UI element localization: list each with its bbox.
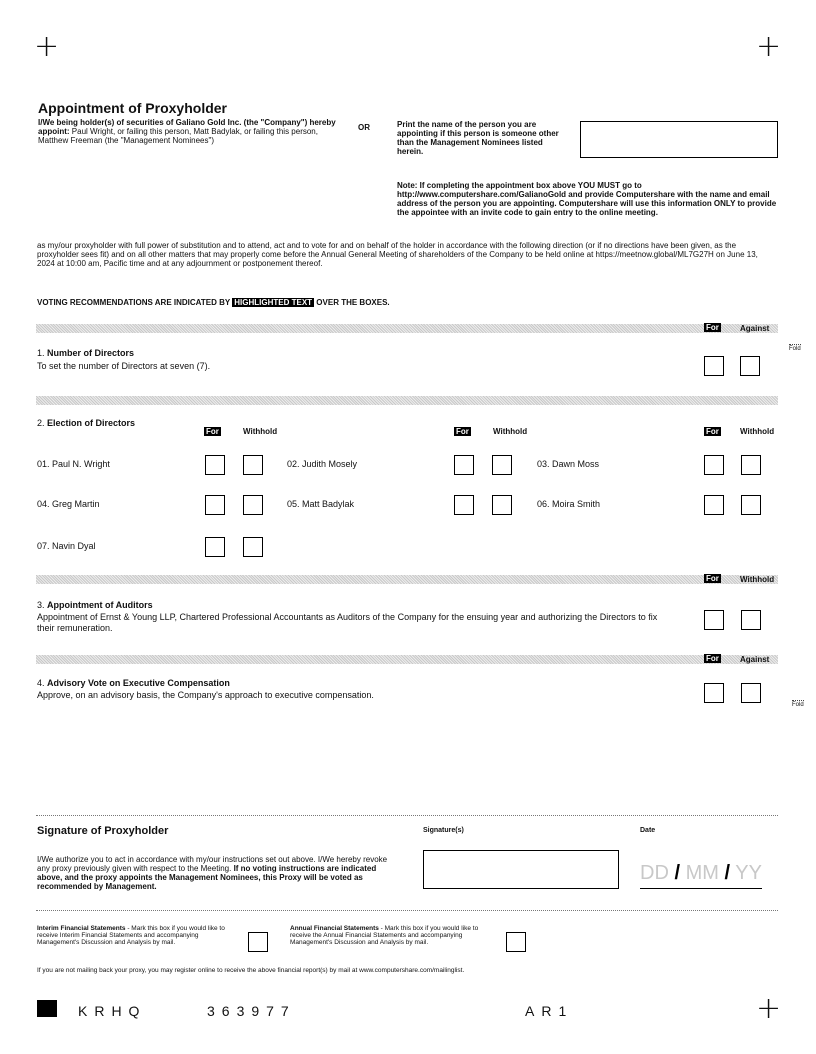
item1-title-text: Number of Directors — [47, 348, 135, 358]
section-band-4 — [36, 655, 778, 664]
item2-number: 2. — [37, 418, 45, 428]
item4-against-checkbox[interactable] — [741, 683, 761, 703]
director-02-withhold-checkbox[interactable] — [492, 455, 512, 475]
item3-title-text: Appointment of Auditors — [47, 600, 153, 610]
item1-against-checkbox[interactable] — [740, 356, 760, 376]
voting-recommendations-note — [37, 298, 390, 307]
director-06-for-checkbox[interactable] — [704, 495, 724, 515]
col2-withhold-header: Withhold — [493, 427, 528, 436]
item3-description: Appointment of Ernst & Young LLP, Chartered Professional Accountants as Auditors of the Company for the ensuing year and authorizing the Directors to fix their remuneration. — [37, 612, 658, 633]
director-05-for-checkbox[interactable] — [454, 495, 474, 515]
signature-input[interactable] — [423, 850, 619, 889]
item1-description: To set the number of Directors at seven (7). — [37, 361, 211, 371]
for-label: For — [706, 427, 719, 436]
appointment-note: Note: If completing the appointment box above YOU MUST go to http://www.computershare.com/GalianoGold and provide Computershare with the name and email address of the person you are appointing. Computershare will use this information ONLY to provide the appointee with an invite code to gain entry to the online meeting. — [397, 181, 777, 217]
item2-title — [37, 418, 135, 428]
footer-code-1: KRHQ — [78, 1003, 147, 1019]
item3-for-checkbox[interactable] — [704, 610, 724, 630]
for-label: For — [706, 574, 719, 583]
highlighted-text-sample: HIGHLIGHTED TEXT — [234, 298, 313, 307]
date-slash: / — [674, 862, 681, 884]
director-name: 05. Matt Badylak — [287, 499, 355, 509]
interim-bold: Interim Financial Statements — [37, 925, 126, 932]
mailing-list-note: If you are not mailing back your proxy, you may register online to receive the above financial report(s) by mail at www.computershare.com/mailinglist. — [37, 967, 465, 974]
print-name-instructions: Print the name of the person you are appointing if this person is someone other than the Management Nominees listed herein. — [397, 120, 559, 156]
interim-statements-checkbox[interactable] — [248, 932, 268, 952]
director-05-withhold-checkbox[interactable] — [492, 495, 512, 515]
interim-statements-text — [37, 925, 242, 946]
director-04-withhold-checkbox[interactable] — [243, 495, 263, 515]
item3-title — [37, 600, 153, 610]
date-dd-placeholder: DD — [640, 862, 669, 884]
col3-withhold-header: Withhold — [740, 427, 775, 436]
annual-statements-checkbox[interactable] — [506, 932, 526, 952]
intro-rest: Paul Wright, or failing this person, Matt Badylak, or failing this person, Matthew Freeman (the "Management Nominees") — [38, 127, 318, 145]
interim-rest: - Mark this box if you would like to receive Interim Financial Statements and accompanying Management's Discussion and Analysis by mail. — [37, 925, 225, 946]
or-label: OR — [358, 123, 370, 132]
registration-mark-top-right: + — [756, 29, 782, 64]
item1-against-header: Against — [740, 324, 770, 333]
col3-for-header — [704, 427, 721, 436]
item3-withhold-header: Withhold — [740, 575, 775, 584]
appointment-title: Appointment of Proxyholder — [38, 100, 227, 116]
director-02-for-checkbox[interactable] — [454, 455, 474, 475]
col1-withhold-header: Withhold — [243, 427, 278, 436]
for-label: For — [206, 427, 219, 436]
director-name: 06. Moira Smith — [537, 499, 601, 509]
annual-statements-text — [290, 925, 495, 946]
date-slash: / — [724, 862, 731, 884]
date-input[interactable] — [640, 860, 762, 889]
recommend-after: OVER THE BOXES. — [316, 298, 390, 307]
item4-against-header: Against — [740, 655, 770, 664]
item1-for-checkbox[interactable] — [704, 356, 724, 376]
director-name: 01. Paul N. Wright — [37, 459, 110, 469]
registration-mark-bottom-right: + — [756, 991, 782, 1026]
registration-mark-top-left: + — [34, 29, 60, 64]
director-name: 07. Navin Dyal — [37, 541, 96, 551]
annual-rest: - Mark this box if you would like to receive the Annual Financial Statements and accompanying Management's Discussion and Analysis by mail. — [290, 925, 479, 946]
section-band-3 — [36, 575, 778, 584]
item1-for-header — [704, 323, 721, 332]
signature-divider — [36, 815, 778, 816]
fold-mark: Fold — [789, 346, 801, 352]
date-yy-placeholder: YY — [735, 862, 762, 884]
appointment-intro — [38, 118, 338, 145]
director-07-withhold-checkbox[interactable] — [243, 537, 263, 557]
proxy-authority-text: as my/our proxyholder with full power of substitution and to attend, act and to vote for and on behalf of the holder in accordance with the following direction (or if no directions have been given, as the proxyholder sees fit) and on all other matters that may properly come before the Annual General Meeting of shareholders of the Company to be held online at https://meetnow.global/ML7G27H on June 13, 2024 at 10:00 am, Pacific time and at any adjournment or postponement thereof. — [37, 241, 758, 268]
signature-authorization-text — [37, 855, 402, 891]
signature-text-bold: If no voting instructions are indicated above, and the proxy appoints the Management Nominees, this Proxy will be voted as recommended by Management. — [37, 864, 377, 891]
signature-text-plain: I/We authorize you to act in accordance with my/our instructions set out above. I/We hereby revoke any proxy previously given with respect to the Meeting. — [37, 855, 388, 873]
footer-code-2: 363977 — [207, 1003, 296, 1019]
item4-for-checkbox[interactable] — [704, 683, 724, 703]
signature-title: Signature of Proxyholder — [37, 825, 169, 837]
for-label: For — [456, 427, 469, 436]
item3-withhold-checkbox[interactable] — [741, 610, 761, 630]
director-03-for-checkbox[interactable] — [704, 455, 724, 475]
item4-description: Approve, on an advisory basis, the Company's approach to executive compensation. — [37, 690, 374, 700]
item3-number: 3. — [37, 600, 45, 610]
director-06-withhold-checkbox[interactable] — [741, 495, 761, 515]
footer-code-3: AR1 — [525, 1003, 574, 1019]
for-label: For — [706, 323, 719, 332]
director-03-withhold-checkbox[interactable] — [741, 455, 761, 475]
for-label: For — [706, 654, 719, 663]
col1-for-header — [204, 427, 221, 436]
appointee-name-input[interactable] — [580, 121, 778, 158]
date-mm-placeholder: MM — [685, 862, 719, 884]
director-name: 04. Greg Martin — [37, 499, 100, 509]
intro-bold: I/We being holder(s) of securities of Galiano Gold Inc. (the "Company") hereby appoint: — [38, 118, 336, 136]
section-band-2 — [36, 396, 778, 405]
signature-label: Signature(s) — [423, 827, 464, 834]
financial-divider — [36, 910, 778, 911]
annual-bold: Annual Financial Statements — [290, 925, 379, 932]
director-04-for-checkbox[interactable] — [205, 495, 225, 515]
recommend-before: VOTING RECOMMENDATIONS ARE INDICATED BY — [37, 298, 231, 307]
item2-title-text: Election of Directors — [47, 418, 136, 428]
director-01-for-checkbox[interactable] — [205, 455, 225, 475]
item1-number: 1. — [37, 348, 45, 358]
item1-title — [37, 348, 134, 358]
director-name: 02. Judith Mosely — [287, 459, 358, 469]
date-label: Date — [640, 827, 656, 834]
director-07-for-checkbox[interactable] — [205, 537, 225, 557]
footer-black-mark — [37, 1000, 57, 1017]
item4-for-header — [704, 654, 721, 663]
fold-mark: Fold — [792, 702, 804, 708]
item4-title-text: Advisory Vote on Executive Compensation — [47, 678, 230, 688]
director-name: 03. Dawn Moss — [537, 459, 600, 469]
item4-number: 4. — [37, 678, 45, 688]
item3-for-header — [704, 574, 721, 583]
col2-for-header — [454, 427, 471, 436]
item4-title — [37, 678, 230, 688]
section-band-1 — [36, 324, 778, 333]
director-01-withhold-checkbox[interactable] — [243, 455, 263, 475]
